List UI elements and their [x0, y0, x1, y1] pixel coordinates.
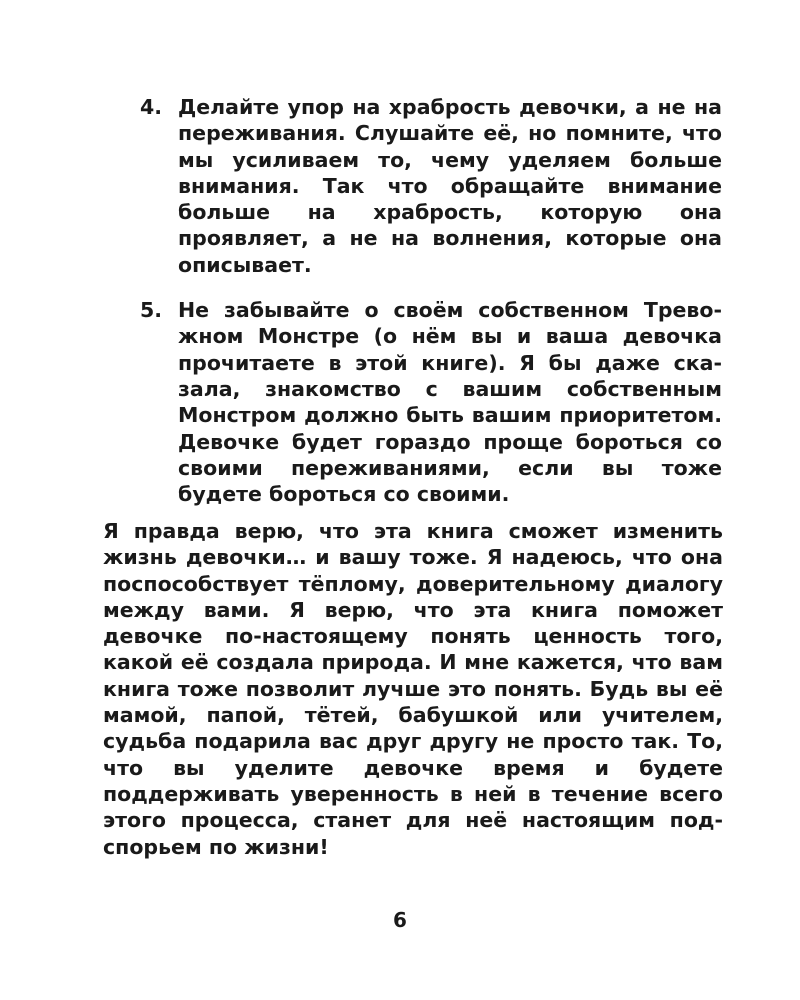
numbered-list — [140, 94, 722, 526]
list-item — [140, 94, 722, 278]
list-item-number: 4. — [140, 95, 163, 119]
page-number: 6 — [393, 908, 407, 932]
body-paragraph: Я правда верю, что эта книга сможет изменить жизнь девочки… и вашу тоже. Я надеюсь, что она поспособствует тёплому, доверительному диалогу между вами. Я верю, что эта книга поможет девочке по-настоящему понять ценность того, какой её создала природа. И мне кажется, что вам книга тоже позволит лучше это понять. Будь вы её мамой, папой, тётей, бабушкой или учителем, судьба подарила вас друг другу не просто так. То, что вы уделите девочке время и будете поддерживать уверенность в ней в течение всего этого процесса, станет для неё настоящим подспорьем по жизни! — [103, 519, 723, 859]
list-item-text: Не забывайте о своём собственном Тревожном Монстре (о нём вы и ваша девочка прочитаете в этой книге). Я бы даже сказала, знакомство с вашим собственным Монстром должно быть вашим приоритетом. Девочке будет гораздо проще бороться со своими переживаниями, если вы тоже будете бороться со своими. — [178, 298, 722, 507]
list-item — [140, 297, 722, 507]
list-item-text: Делайте упор на храбрость девочки, а не на переживания. Слушайте её, но помните, что мы усиливаем то, чему уделяем больше внимания. Так что обращайте внимание больше на храбрость, которую она проявляет, а не на волнения, которые она описывает. — [178, 95, 722, 277]
list-item-number: 5. — [140, 298, 163, 323]
